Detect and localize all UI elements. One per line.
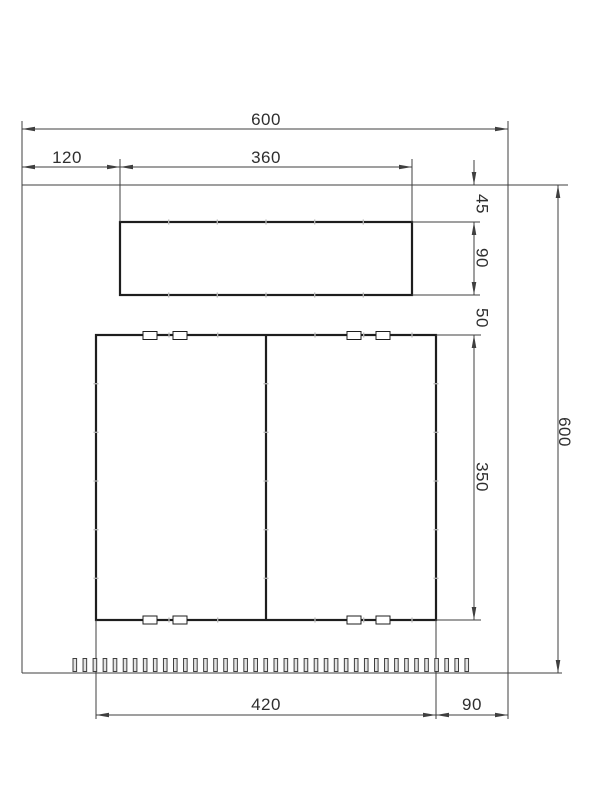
vent-slot (133, 659, 137, 672)
arrowhead (472, 335, 477, 348)
vent-slot (344, 659, 348, 672)
vent-slot (254, 659, 258, 672)
clip-rect (143, 616, 157, 624)
arrowhead (556, 185, 561, 198)
arrowhead (96, 713, 109, 718)
vent-slot (113, 659, 117, 672)
vent-slot (123, 659, 127, 672)
vent-slot (234, 659, 238, 672)
arrowhead (472, 282, 477, 295)
dimension-lines (22, 127, 560, 718)
vent-slot (83, 659, 87, 672)
vent-slot (395, 659, 399, 672)
dim-label-top-panel-width: 360 (251, 148, 281, 167)
vent-slot (274, 659, 278, 672)
clip-rect (143, 332, 157, 340)
clip-rect (376, 332, 390, 340)
dimension-labels (52, 110, 574, 714)
vent-slot (364, 659, 368, 672)
clip-rect (347, 616, 361, 624)
arrowhead (436, 713, 449, 718)
vent-slot (294, 659, 298, 672)
arrowhead (423, 713, 436, 718)
arrowhead (472, 222, 477, 235)
vent-slot (174, 659, 178, 672)
arrowhead (120, 165, 133, 170)
vent-slot (445, 659, 449, 672)
top-panel-outline (120, 222, 412, 295)
arrowhead (107, 165, 120, 170)
vent-slot (103, 659, 107, 672)
vent-slot (354, 659, 358, 672)
clip-rect (173, 616, 187, 624)
vent-slot (264, 659, 268, 672)
clip-rect (347, 332, 361, 340)
vent-slot (435, 659, 439, 672)
arrowhead (399, 165, 412, 170)
dim-label-overall-width: 600 (251, 110, 281, 129)
arrowhead (472, 607, 477, 620)
vent-slot (194, 659, 198, 672)
extension-lines (96, 159, 508, 719)
vent-slot (465, 659, 469, 672)
main-panel-outline (96, 335, 436, 620)
dim-label-gap-top: 45 (472, 194, 492, 214)
dim-label-offset-right: 90 (462, 695, 482, 714)
vent-slot (455, 659, 459, 672)
vent-slot (405, 659, 409, 672)
vent-slot (324, 659, 328, 672)
vent-slot (184, 659, 188, 672)
vent-slot (314, 659, 318, 672)
vent-slot (73, 659, 77, 672)
top-panel-rect (120, 222, 412, 295)
dim-label-overall-height: 600 (555, 417, 574, 447)
vent-slot (415, 659, 419, 672)
arrowhead (495, 127, 508, 132)
vent-slot (334, 659, 338, 672)
dim-label-offset-left: 120 (52, 148, 82, 167)
vent-slot (385, 659, 389, 672)
vent-slot (284, 659, 288, 672)
vent-slot (304, 659, 308, 672)
arrowhead (472, 172, 477, 185)
arrowhead (556, 660, 561, 673)
vent-slot (224, 659, 228, 672)
dim-label-gap-middle: 50 (472, 308, 492, 328)
vent-slot (143, 659, 147, 672)
vent-slot (93, 659, 97, 672)
vent-slot (425, 659, 429, 672)
dim-label-main-panel-height: 350 (472, 462, 492, 492)
dim-label-main-panel-width: 420 (251, 695, 281, 714)
vent-slot (375, 659, 379, 672)
vent-slot (244, 659, 248, 672)
vent-slot (163, 659, 167, 672)
clip-rect (376, 616, 390, 624)
vent-slot-row (73, 659, 469, 672)
dim-label-top-panel-height: 90 (472, 248, 492, 268)
arrowhead (22, 127, 35, 132)
vent-slot (214, 659, 218, 672)
vent-slot (153, 659, 157, 672)
arrowhead (22, 165, 35, 170)
arrowhead (495, 713, 508, 718)
clip-rect (173, 332, 187, 340)
vent-slot (204, 659, 208, 672)
